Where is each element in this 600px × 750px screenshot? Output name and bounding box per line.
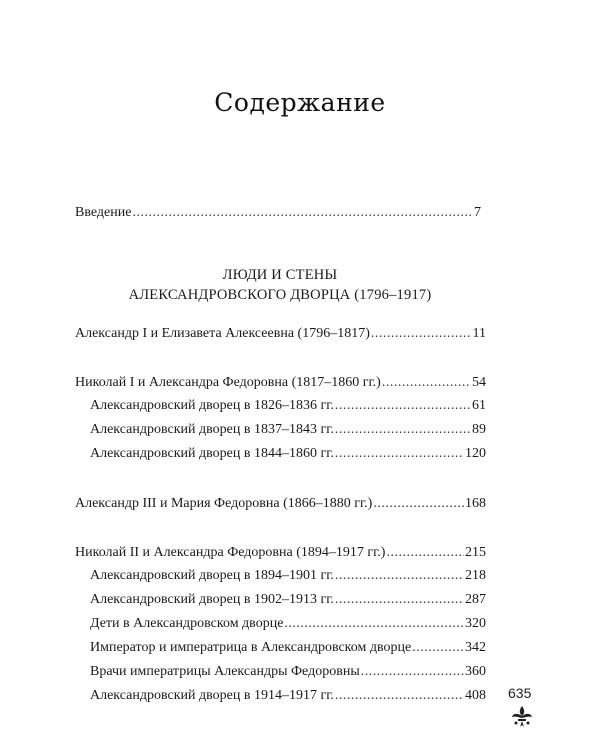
dot-leader [335,590,464,610]
toc-entry-page: 54 [472,375,486,390]
toc-entry-label: Введение [75,205,132,220]
toc-subentry[interactable] [90,396,486,416]
toc-entry-label: Александровский дворец в 1844–1860 гг. [90,446,334,461]
toc-entry-label: Александровский дворец в 1902–1913 гг. [90,592,334,607]
toc-entry[interactable] [75,373,486,393]
toc-entry-label: Александр I и Елизавета Алексеевна (1796–1817) [75,326,370,341]
toc-subentry[interactable] [90,686,486,706]
page-number: 635 [508,685,532,701]
dot-leader [335,444,464,464]
toc-entry[interactable] [75,324,486,344]
toc-entry[interactable] [75,494,486,514]
dot-leader [284,614,464,634]
dot-leader [382,373,471,393]
toc-entry-introduction[interactable] [75,203,481,223]
toc-entry-page: 11 [472,326,486,341]
toc-entry-page: 168 [465,496,486,511]
dot-leader [373,494,464,514]
section-heading [90,265,470,305]
toc-entry-label: Александровский дворец в 1826–1836 гг. [90,398,334,413]
toc-subentry[interactable] [90,590,486,610]
toc-subentry[interactable] [90,566,486,586]
toc-entry-label: Врачи императрицы Александры Федоровны [90,664,360,679]
toc-entry[interactable] [75,543,486,563]
dot-leader [335,396,471,416]
toc-entry-label: Александровский дворец в 1894–1901 гг. [90,568,334,583]
toc-entry-label: Александровский дворец в 1837–1843 гг. [90,422,334,437]
toc-subentry[interactable] [90,662,486,682]
dot-leader [132,203,473,223]
toc-entry-page: 360 [465,664,486,679]
toc-entry-page: 61 [472,398,486,413]
toc-entry-page: 89 [472,422,486,437]
section-heading-line-2: АЛЕКСАНДРОВСКОГО ДВОРЦА (1796–1917) [128,287,432,303]
dot-leader [371,324,472,344]
dot-leader [335,420,471,440]
toc-entry-page: 342 [465,640,486,655]
toc-entry-page: 320 [465,616,486,631]
toc-entry-label: Николай I и Александра Федоровна (1817–1860 гг.) [75,375,381,390]
toc-subentry[interactable] [90,444,486,464]
toc-entry-label: Александровский дворец в 1914–1917 гг. [90,688,334,703]
dot-leader [386,543,464,563]
toc-entry-page: 218 [465,568,486,583]
toc-entry-page: 287 [465,592,486,607]
toc-entry-label: Александр III и Мария Федоровна (1866–1880 гг.) [75,496,373,511]
toc-entry-label: Дети в Александровском дворце [90,616,284,631]
fleur-ornament-icon [509,704,535,730]
toc-entry-page: 120 [465,446,486,461]
dot-leader [412,638,464,658]
dot-leader [335,566,464,586]
toc-subentry[interactable] [90,638,486,658]
section-heading-line-1: ЛЮДИ И СТЕНЫ [222,267,338,283]
toc-subentry[interactable] [90,420,486,440]
dot-leader [335,686,464,706]
toc-entry-label: Император и императрица в Александровском дворце [90,640,412,655]
toc-entry-page: 408 [465,688,486,703]
page-title: Содержание [214,88,386,117]
toc-entry-page: 7 [474,205,481,220]
dot-leader [361,662,464,682]
toc-subentry[interactable] [90,614,486,634]
toc-entry-page: 215 [465,545,486,560]
toc-entry-label: Николай II и Александра Федоровна (1894–1917 гг.) [75,545,386,560]
